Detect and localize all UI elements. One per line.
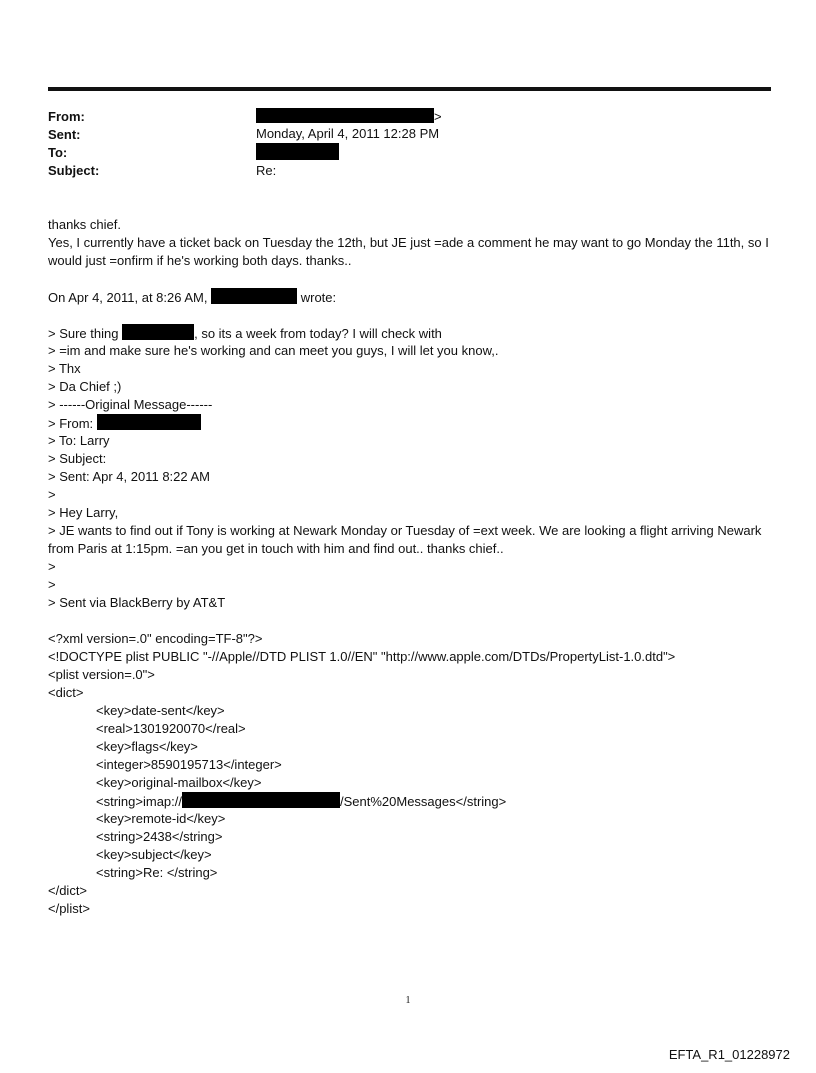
quoted-line: > ------Original Message------: [48, 397, 213, 412]
xml-line: <key>remote-id</key>: [96, 811, 226, 826]
body-paragraph: Yes, I currently have a ticket back on Tuesday the 12th, but JE just =ade a comment he may want to go Monday the 11th, so I would just =onfirm if he's working both days. thanks..: [48, 235, 769, 268]
document-id: EFTA_R1_01228972: [668, 1047, 790, 1062]
xml-line: [48, 792, 788, 810]
xml-line: </plist>: [48, 901, 90, 916]
xml-line: <string>2438</string>: [96, 829, 223, 844]
body-line: thanks chief.: [48, 217, 121, 232]
quoted-text: > From:: [48, 416, 94, 431]
to-label: To:: [48, 145, 68, 160]
quoted-line: > Hey Larry,: [48, 505, 119, 520]
header-rule: [48, 87, 771, 91]
quoted-line: > Sent: Apr 4, 2011 8:22 AM: [48, 469, 211, 484]
quote-header-prefix: On Apr 4, 2011, at 8:26 AM,: [48, 290, 208, 305]
quoted-text: > Sure thing: [48, 326, 119, 341]
redaction-block: [122, 324, 194, 340]
quoted-line: >: [48, 487, 56, 502]
xml-text: <string>imap://: [96, 794, 182, 809]
sent-label: Sent:: [48, 127, 81, 142]
quoted-line: > =im and make sure he's working and can meet you guys, I will let you know,.: [48, 343, 499, 358]
xml-line: <?xml version=.0" encoding=TF-8"?>: [48, 631, 263, 646]
quoted-line: >: [48, 559, 56, 574]
from-label: From:: [48, 109, 85, 124]
xml-line: <string>Re: </string>: [96, 865, 218, 880]
xml-line: <real>1301920070</real>: [96, 721, 246, 736]
quoted-paragraph: > JE wants to find out if Tony is working at Newark Monday or Tuesday of =ext week. We are looking a flight arriving Newark from Paris at 1:15pm. =an you get in touch with him and find out.. thanks chief..: [48, 523, 762, 556]
xml-line: <plist version=.0">: [48, 667, 155, 682]
xml-line: <integer>8590195713</integer>: [96, 757, 282, 772]
to-value: [256, 143, 339, 161]
from-value: [256, 108, 442, 124]
quoted-line: > Subject:: [48, 451, 107, 466]
quote-header-suffix: wrote:: [300, 290, 337, 305]
page-number: 1: [405, 995, 411, 1006]
redaction-block: [256, 108, 434, 123]
quoted-line: > Da Chief ;): [48, 379, 122, 394]
quoted-text: , so its a week from today? I will check with: [194, 326, 442, 341]
quoted-line: > Thx: [48, 361, 81, 376]
redaction-block: [256, 143, 339, 160]
subject-value: Re:: [256, 163, 277, 178]
xml-line: <!DOCTYPE plist PUBLIC "-//Apple//DTD PLIST 1.0//EN" "http://www.apple.com/DTDs/PropertyList-1.0.dtd">: [48, 649, 676, 664]
subject-label: Subject:: [48, 163, 100, 178]
xml-line: <key>date-sent</key>: [96, 703, 225, 718]
quoted-line: >: [48, 577, 56, 592]
xml-line: <key>subject</key>: [96, 847, 212, 862]
email-body: [48, 216, 788, 918]
xml-line: </dict>: [48, 883, 88, 898]
xml-line: <dict>: [48, 685, 84, 700]
xml-line: <key>original-mailbox</key>: [96, 775, 262, 790]
quoted-line: > To: Larry: [48, 433, 110, 448]
quoted-line: [48, 324, 788, 342]
xml-text: /Sent%20Messages</string>: [340, 794, 507, 809]
from-suffix: >: [434, 109, 442, 124]
redaction-block: [211, 288, 297, 304]
redaction-block: [97, 414, 201, 430]
quoted-line: [48, 414, 788, 432]
sent-value: Monday, April 4, 2011 12:28 PM: [256, 126, 440, 141]
quote-header: [48, 288, 788, 306]
redaction-block: [182, 792, 340, 808]
xml-line: <key>flags</key>: [96, 739, 198, 754]
quoted-line: > Sent via BlackBerry by AT&T: [48, 595, 226, 610]
